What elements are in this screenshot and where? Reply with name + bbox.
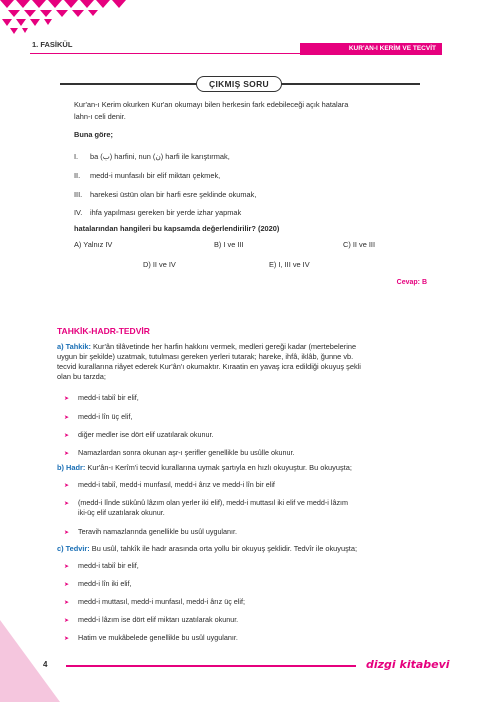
item-num: II. [74,171,81,180]
header-divider [30,53,442,54]
list-item [64,597,245,608]
bullet-text: (medd-i lînde sükûnû lâzım olan yerler iki elif), medd-i muttasıl iki elif ve medd-i lâzım [78,498,349,507]
arrow-icon: ➤ [64,618,70,624]
item-1 [74,152,230,162]
bullet-text: diğer medler ise dört elif uzatılarak okunur. [78,430,214,439]
question-ask: hatalarından hangileri bu kapsamda değerlendirilir? (2020) [74,224,280,233]
option-a: A) Yalnız IV [74,240,113,249]
arrow-icon: ➤ [64,564,70,570]
item-2 [74,171,221,181]
tahkik-label: a) Tahkik: [57,342,91,351]
arrow-icon: ➤ [64,433,70,439]
question-stem-1: Kur'an-ı Kerim okurken Kur'an okumayı bilen herkesin fark edebileceği açık hatalara [74,100,349,109]
arrow-icon: ➤ [64,415,70,421]
item-text: ihfa yapılması gereken bir yerde izhar yapmak [90,208,242,217]
bullet-text: Namazlardan sonra okunan aşr-ı şerifler genellikle bu usûlle okunur. [78,448,295,457]
header-pattern [0,0,130,40]
list-item [64,561,139,572]
tahkik-text-1: Kur'ân tilâvetinde her harfin hakkını vermek, medleri gereği kadar (mertebelerine [90,342,357,351]
option-d: D) II ve IV [143,260,176,269]
page-number: 4 [43,660,48,669]
hadr-label: b) Hadr: [57,463,86,472]
list-item [64,448,295,459]
tedvir-label: c) Tedvir: [57,544,90,553]
corner-triangle-decoration [0,620,60,702]
item-num: III. [74,190,83,199]
bullet-text: medd-i muttasıl, medd-i munfasıl, medd-i ârız üç elif; [78,597,245,606]
list-item [64,393,139,404]
bullet-text: medd-i lâzım ise dört elif miktarı uzatılarak okunur. [78,615,239,624]
option-e: E) I, III ve IV [269,260,310,269]
item-text: ba (ب) harfini, nun (ن) harfi ile karıştırmak, [90,152,230,161]
tahkik-line-3: tecvid kurallarına riâyet ederek Kur'ân'ı okumaktır. Kıraatin en yavaş icra edildiği okuyuş şekli [57,362,361,371]
fasikul-label: 1. FASİKÜL [32,40,73,49]
item-text: medd-i munfasılı bir elif miktarı çekmek, [90,171,221,180]
arrow-icon: ➤ [64,396,70,402]
option-c: C) II ve III [343,240,376,249]
question-stem-2: lahn-ı celi denir. [74,112,126,121]
hadr-line [57,463,352,473]
list-item [64,527,237,538]
list-item [64,430,213,441]
list-item [64,480,275,491]
tedvir-line [57,544,357,554]
tahkik-line-2: uygun bir şekilde) uzatmak, tutulması gereken yerleri tutarak; hareke, ihfâ, iklâb, ğunne vb. [57,352,354,361]
answer-label: Cevap: B [396,279,427,286]
hadr-text: Kur'ân-ı Kerîm'i tecvid kurallarına uymak şartıyla en hızlı okuyuştur. Bu okuyuşta; [85,463,352,472]
item-4 [74,208,242,218]
bullet-text: Hatim ve mukâbelede genellikle bu usûl uygulanır. [78,633,238,642]
bullet-text: medd-i tabiî bir elif, [78,561,139,570]
section-title: TAHKİK-HADR-TEDVİR [57,326,150,336]
arrow-icon: ➤ [64,451,70,457]
list-item [64,579,132,590]
list-item [64,615,238,626]
tahkik-line-1 [57,342,429,352]
option-b: B) I ve III [214,240,244,249]
tahkik-line-4: olan bu tarzda; [57,372,106,381]
arrow-icon: ➤ [64,530,70,536]
bullet-text: medd-i lîn üç elif, [78,412,133,421]
arrow-icon: ➤ [64,636,70,642]
bullet-text: medd-i tabiî, medd-i munfasıl, medd-i ârız ve medd-i lîn bir elif [78,480,275,489]
bullet-text: medd-i tabiî bir elif, [78,393,139,402]
list-item [64,412,132,423]
item-text: harekesi üstün olan bir harfi esre şeklinde okumak, [90,190,257,199]
tedvir-text: Bu usûl, tahkîk ile hadr arasında orta yollu bir okuyuş şeklidir. Tedvîr ile okuyuşta; [89,544,358,553]
item-3 [74,190,257,200]
arrow-icon: ➤ [64,501,70,507]
arrow-icon: ➤ [64,582,70,588]
bullet-text: medd-i lîn iki elif, [78,579,132,588]
arrow-icon: ➤ [64,483,70,489]
item-num: IV. [74,208,83,217]
footer-divider [66,665,356,667]
cikmis-soru-badge: ÇIKMIŞ SORU [196,76,282,92]
bullet-text: Teravih namazlarında genellikle bu usûl uygulanır. [78,527,238,536]
list-item [64,633,238,644]
arrow-icon: ➤ [64,600,70,606]
brand-logo: dizgi kitabevi [366,658,450,671]
question-prompt: Buna göre; [74,130,114,139]
item-num: I. [74,152,79,161]
header-title: KUR'AN-I KERİM VE TECVİT [348,45,436,52]
bullet-continuation: iki-üç elif uzatılarak okunur. [78,508,165,517]
